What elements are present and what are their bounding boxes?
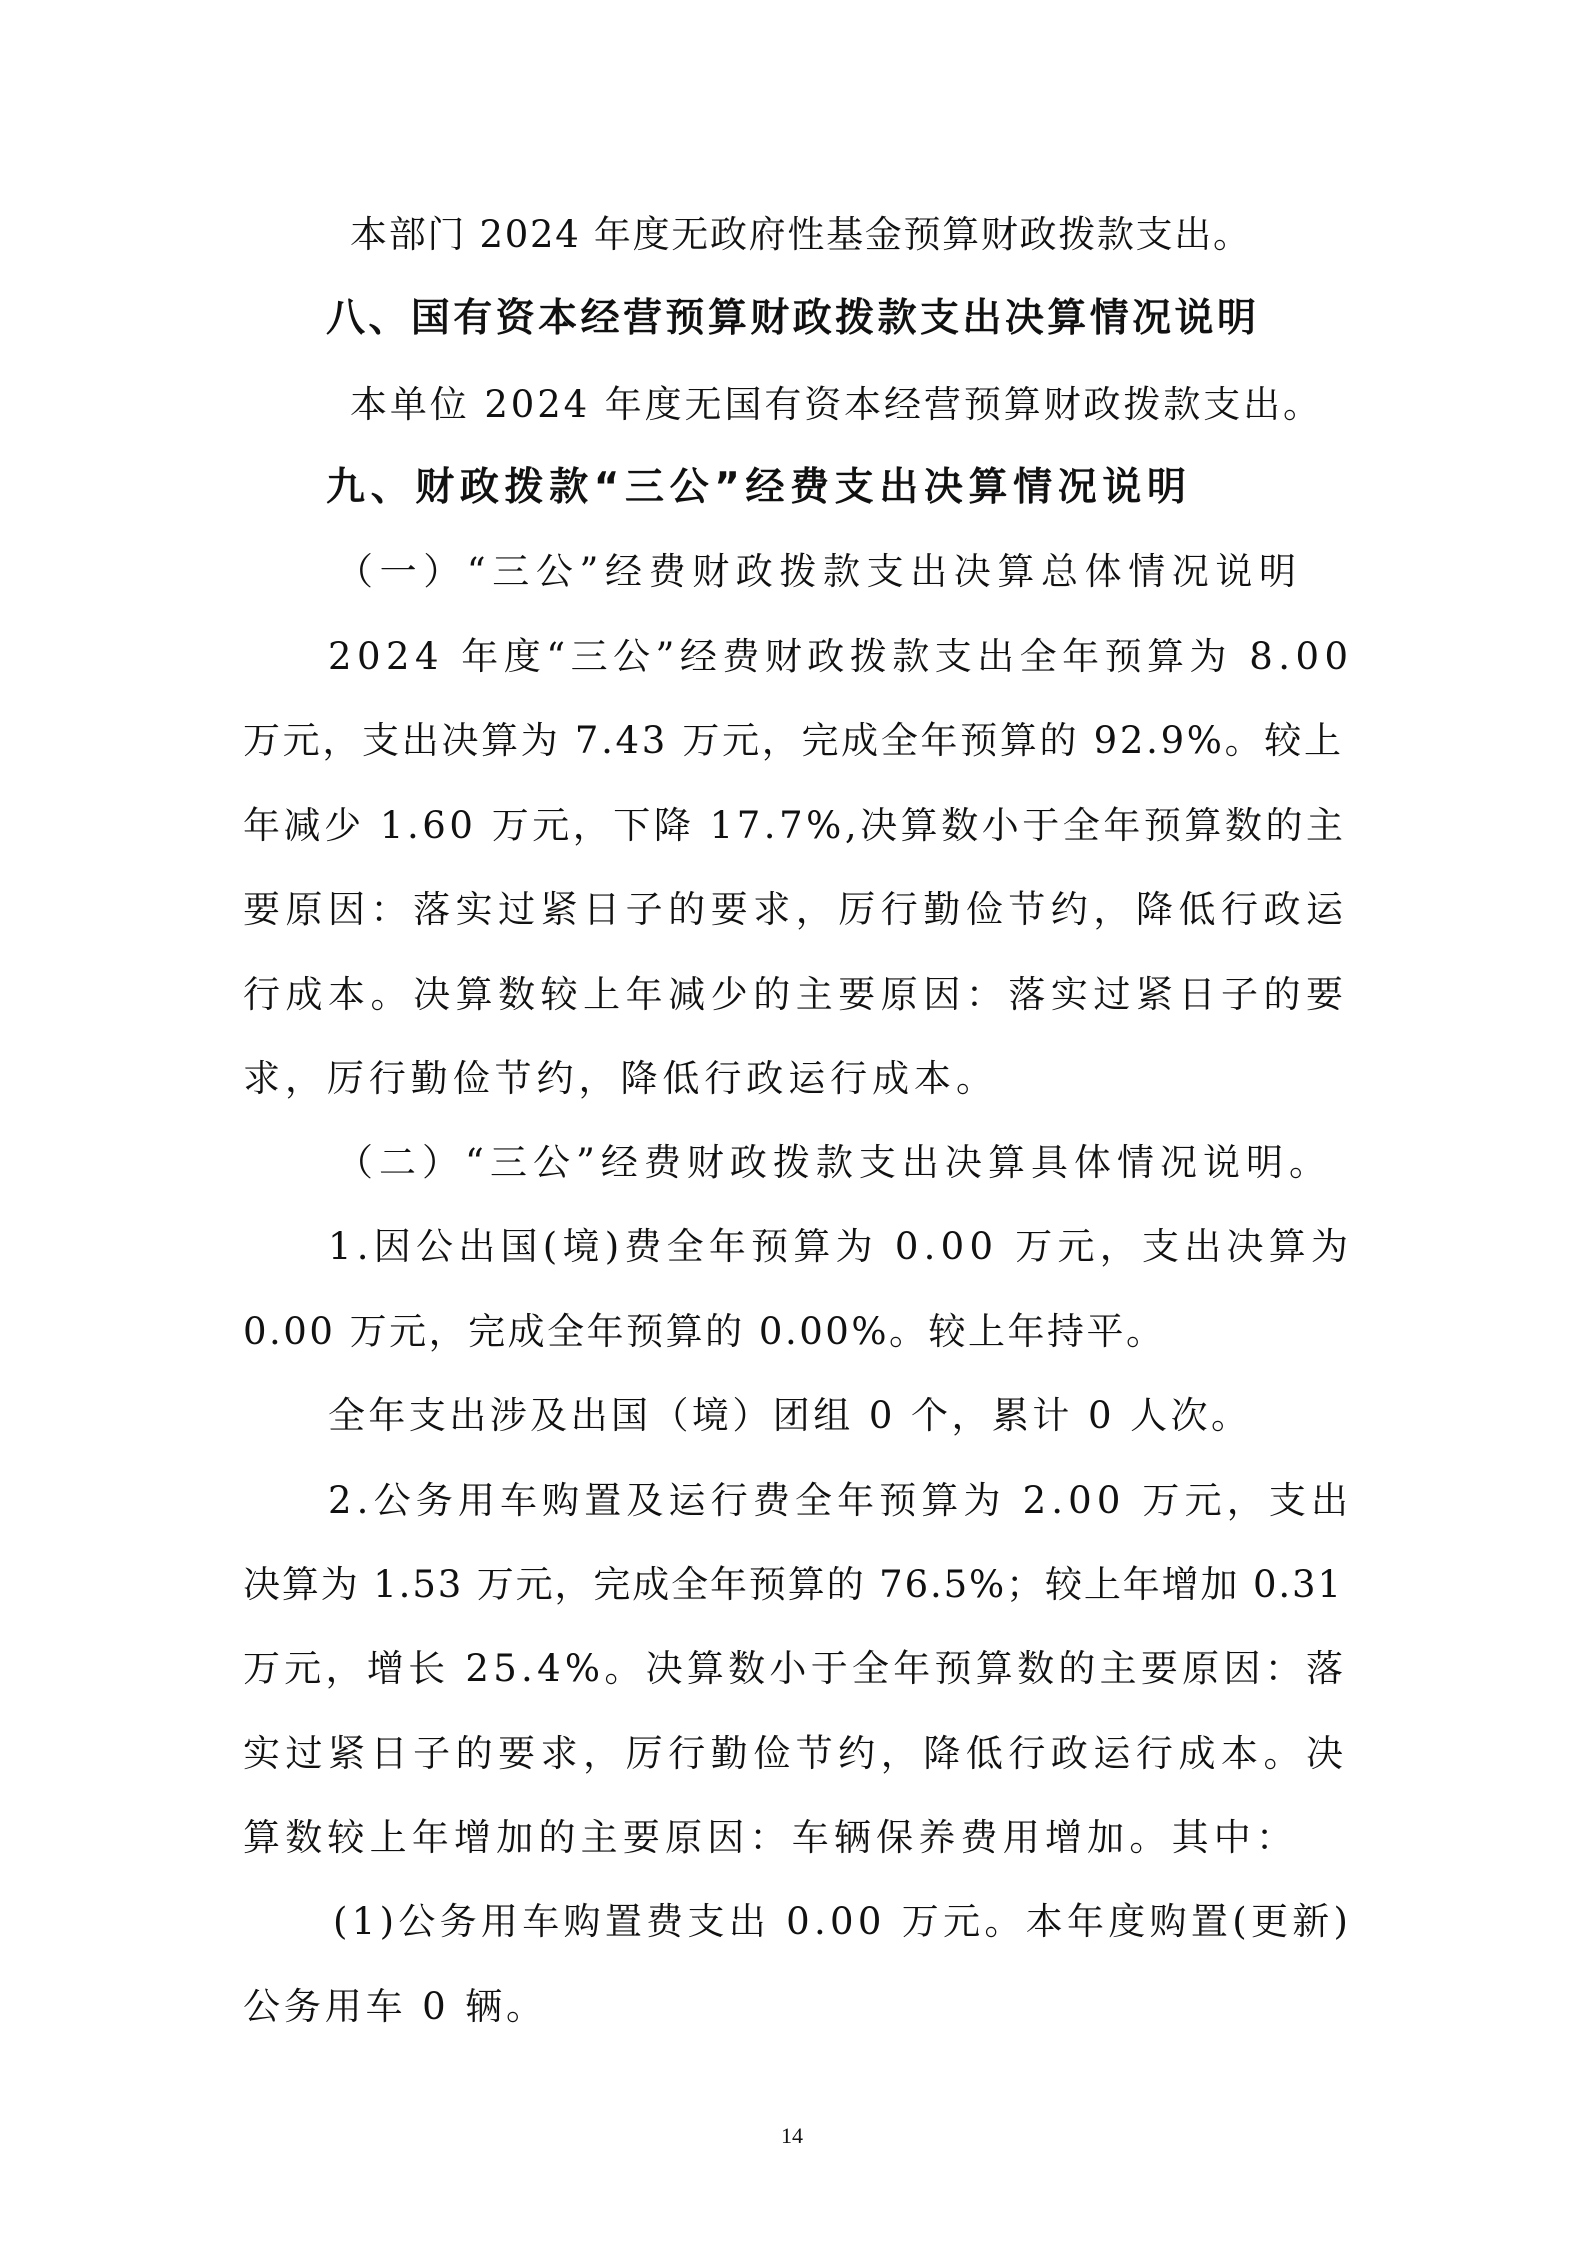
paragraph-line: 本部门 2024 年度无政府性基金预算财政拨款支出。 (350, 213, 1252, 256)
paragraph-line: 公务用车 0 辆。 (243, 1985, 547, 2028)
section-heading: 九、财政拨款“三公”经费支出决算情况说明 (326, 465, 1192, 510)
paragraph-line: 万元，支出决算为 7.43 万元，完成全年预算的 92.9%。较上 (243, 719, 1344, 762)
paragraph-line: 行成本。决算数较上年减少的主要原因：落实过紧日子的要 (243, 973, 1349, 1016)
paragraph-line: 年减少 1.60 万元，下降 17.7%,决算数小于全年预算数的主 (243, 804, 1347, 847)
paragraph-line: 2024 年度“三公”经费财政拨款支出全年预算为 8.00 (328, 635, 1354, 678)
subsection-heading: （一）“三公”经费财政拨款支出决算总体情况说明 (336, 550, 1303, 593)
paragraph-line: 本单位 2024 年度无国有资本经营预算财政拨款支出。 (350, 383, 1323, 426)
paragraph-line: 要原因：落实过紧日子的要求，厉行勤俭节约，降低行政运 (243, 888, 1349, 931)
page-number: 14 (781, 2123, 803, 2148)
paragraph-line: 0.00 万元，完成全年预算的 0.00%。较上年持平。 (243, 1310, 1166, 1353)
paragraph-line: 全年支出涉及出国（境）团组 0 个，累计 0 人次。 (328, 1394, 1252, 1437)
subsection-heading: （二）“三公”经费财政拨款支出决算具体情况说明。 (336, 1141, 1332, 1184)
paragraph-line: 万元，增长 25.4%。决算数小于全年预算数的主要原因：落 (243, 1647, 1348, 1690)
paragraph-line: 实过紧日子的要求，厉行勤俭节约，降低行政运行成本。决 (243, 1732, 1349, 1775)
paragraph-line: (1)公务用车购置费支出 0.00 万元。本年度购置(更新) (333, 1900, 1353, 1943)
paragraph-line: 求，厉行勤俭节约，降低行政运行成本。 (243, 1057, 998, 1100)
paragraph-line: 2.公务用车购置及运行费全年预算为 2.00 万元，支出 (328, 1479, 1354, 1522)
section-heading: 八、国有资本经营预算财政拨款支出决算情况说明 (326, 296, 1260, 341)
paragraph-line: 1.因公出国(境)费全年预算为 0.00 万元，支出决算为 (328, 1225, 1354, 1268)
paragraph-line: 决算为 1.53 万元，完成全年预算的 76.5%；较上年增加 0.31 (243, 1563, 1343, 1606)
paragraph-line: 算数较上年增加的主要原因：车辆保养费用增加。其中： (243, 1816, 1299, 1859)
